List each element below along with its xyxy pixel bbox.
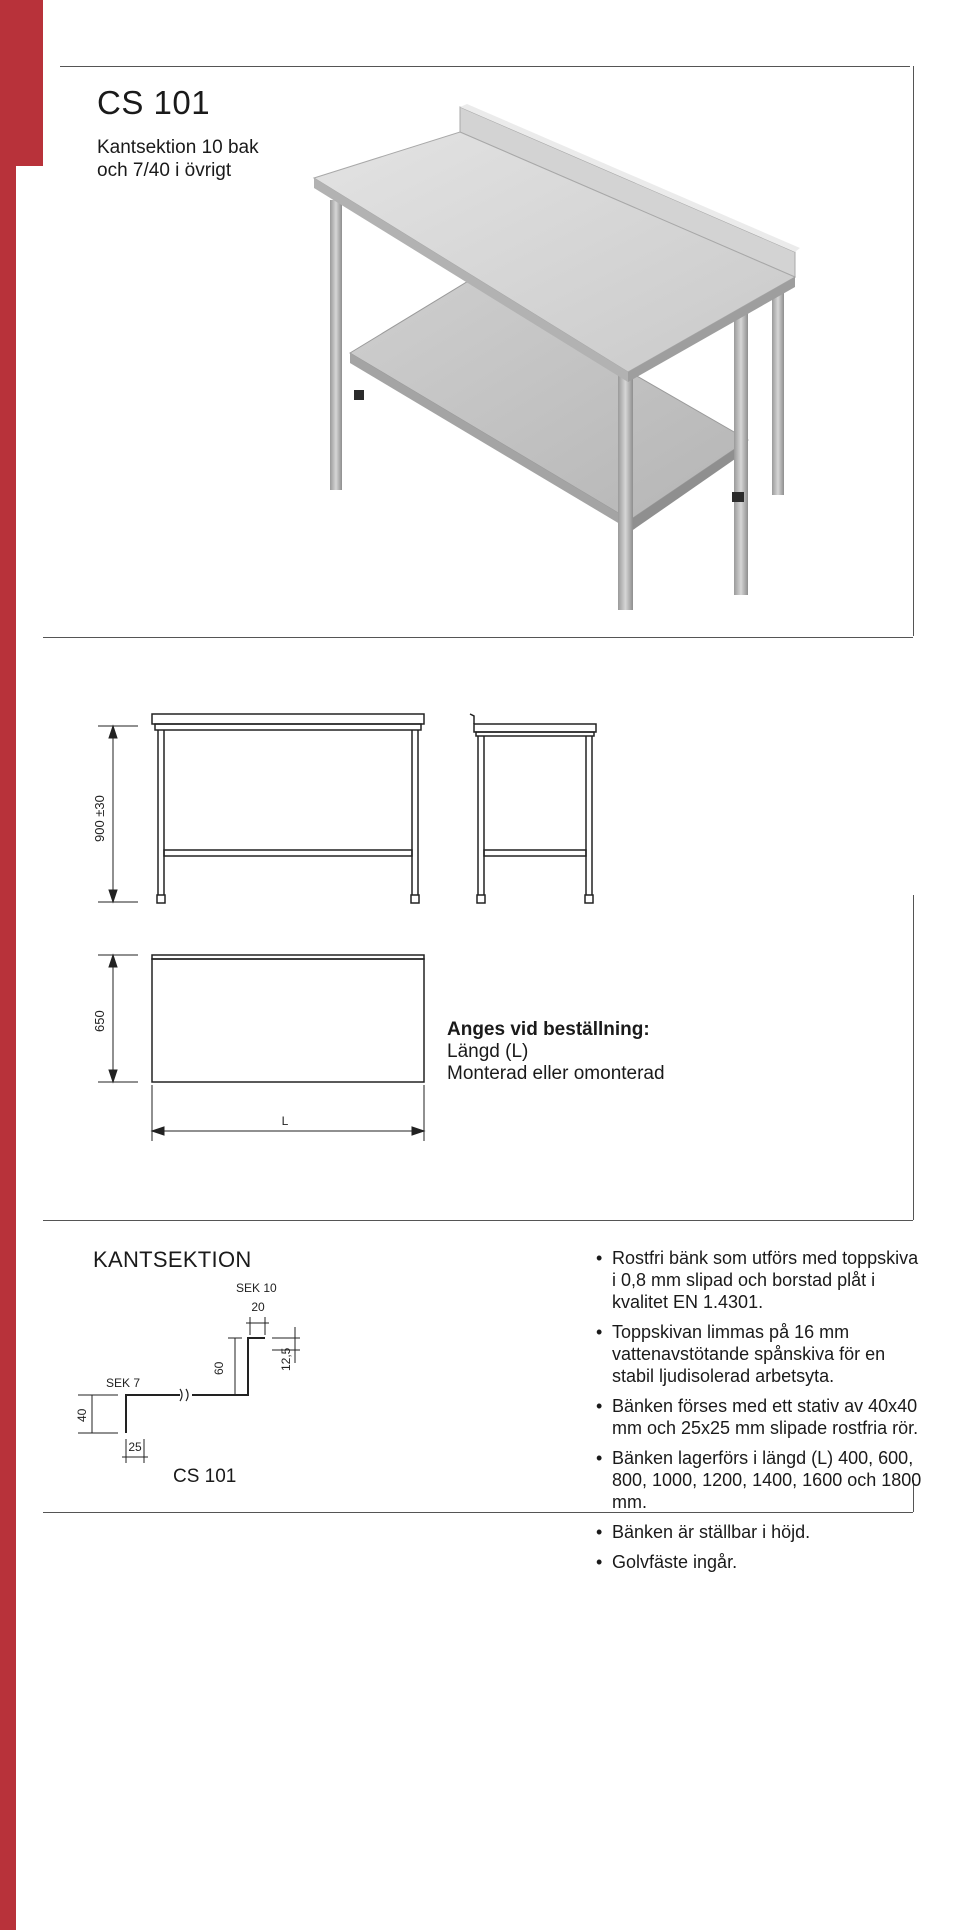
product-image (300, 100, 800, 610)
height-dimension: 900 ±30 (92, 795, 107, 842)
depth-dimension: 650 (92, 1010, 107, 1032)
feature-item: • Toppskivan limmas på 16 mm vattenavstötande spånskiva för en stabil ljudisolerad arbetsyta. (596, 1321, 926, 1387)
sek10-label: SEK 10 (236, 1281, 277, 1295)
feature-item: • Bänken lagerförs i längd (L) 400, 600, 800, 1000, 1200, 1400, 1600 och 1800 mm. (596, 1447, 926, 1513)
dim-40: 40 (75, 1408, 89, 1422)
subtitle-line-1: Kantsektion 10 bak (97, 137, 259, 158)
dim-12-5: 12,5 (279, 1347, 293, 1371)
side-view-drawing (460, 710, 610, 910)
accent-bar (0, 0, 16, 1930)
edge-section-title: KANTSEKTION (93, 1247, 252, 1272)
feature-list (596, 1247, 926, 1581)
feature-item: • Bänken är ställbar i höjd. (596, 1521, 926, 1543)
order-line-1: Längd (L) (447, 1041, 529, 1062)
order-heading: Anges vid beställning: (447, 1019, 650, 1040)
page-subtitle (97, 136, 259, 182)
dim-20: 20 (251, 1300, 265, 1314)
sek7-label: SEK 7 (106, 1376, 141, 1390)
feature-item: • Rostfri bänk som utförs med toppskiva i 0,8 mm slipad och borstad plåt i kvalitet EN 1.4301. (596, 1247, 926, 1313)
edge-profile-drawing (60, 1275, 320, 1465)
plan-view-drawing (90, 945, 450, 1145)
frame-right-mid (913, 895, 914, 1220)
page-title: CS 101 (97, 84, 211, 121)
rule-after-photo (43, 637, 913, 638)
feature-item: • Bänken förses med ett stativ av 40x40 mm och 25x25 mm slipade rostfria rör. (596, 1395, 926, 1439)
length-dimension: L (281, 1114, 289, 1128)
order-line-2: Monterad eller omonterad (447, 1063, 665, 1084)
dim-60: 60 (212, 1361, 226, 1375)
order-info (447, 1019, 665, 1085)
edge-model-label: CS 101 (173, 1466, 237, 1487)
top-rule (60, 66, 910, 67)
frame-right-top (913, 66, 914, 636)
subtitle-line-2: och 7/40 i övrigt (97, 160, 232, 181)
dim-25: 25 (128, 1440, 142, 1454)
rule-after-drawings (43, 1220, 913, 1221)
accent-tab (16, 0, 43, 166)
front-view-drawing (90, 710, 450, 910)
feature-item: • Golvfäste ingår. (596, 1551, 926, 1573)
